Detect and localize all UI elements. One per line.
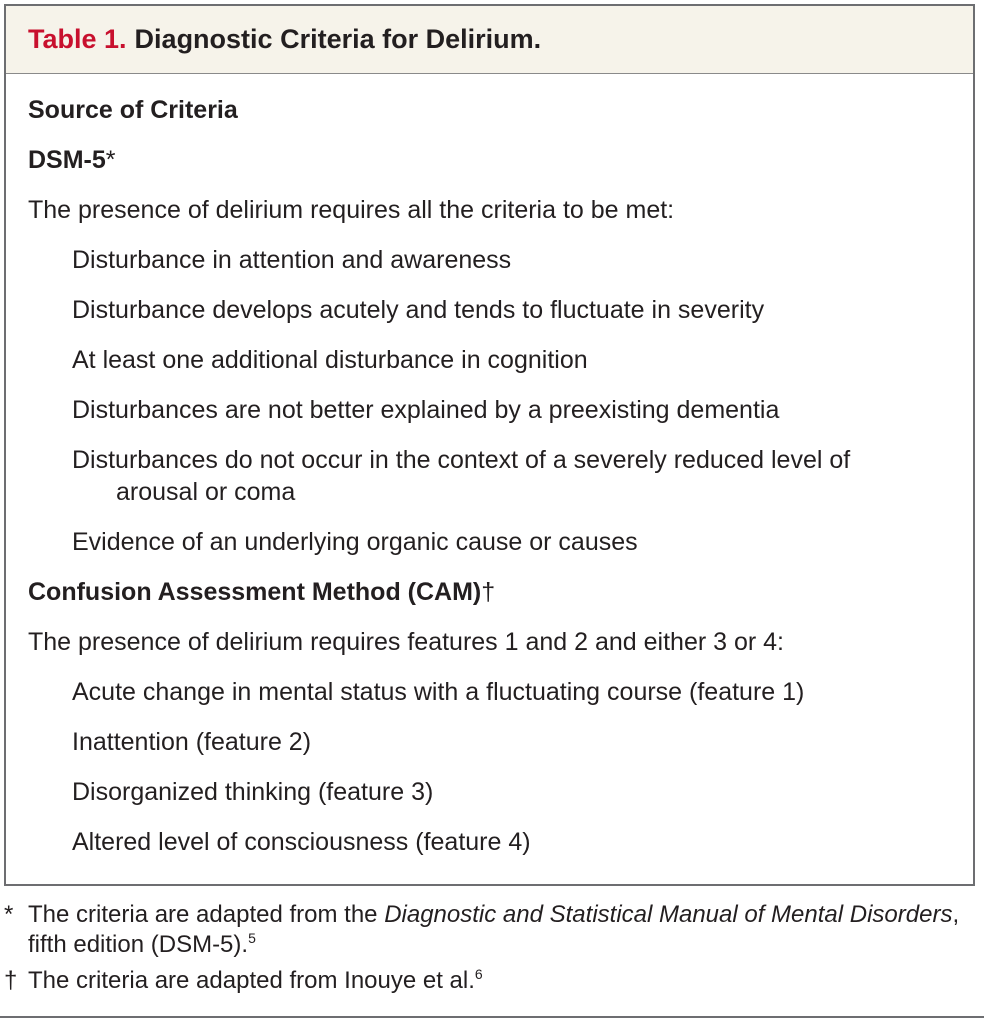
bottom-rule [0, 1016, 984, 1018]
footnote-mark: * [105, 146, 116, 174]
table-title: Diagnostic Criteria for Delirium. [134, 24, 542, 54]
section-heading-text: DSM-5 [28, 146, 106, 174]
footnote-dsm5 [4, 900, 979, 960]
criteria-item: Disturbance develops acutely and tends to fluctuate in severity [72, 296, 765, 324]
criteria-item: Altered level of consciousness (feature 4) [72, 828, 531, 856]
column-header: Source of Criteria [28, 96, 238, 124]
criteria-item: Disorganized thinking (feature 3) [72, 778, 434, 806]
footnote-text-after: , fifth edition (DSM-5). [28, 901, 960, 958]
criteria-item: At least one additional disturbance in cognition [72, 346, 588, 374]
criteria-item: Disturbances do not occur in the context of a severely reduced level of arousal or coma [72, 446, 851, 506]
criteria-item: Inattention (feature 2) [72, 728, 312, 756]
table-box [4, 4, 975, 886]
section-intro-dsm5: The presence of delirium requires all the criteria to be met: [28, 196, 675, 224]
footnote-mark: * [4, 901, 14, 928]
footnote-cam [4, 966, 979, 996]
table-body [6, 74, 973, 858]
section-heading-cam [6, 576, 973, 608]
criteria-item: Disturbances are not better explained by a preexisting dementia [72, 396, 780, 424]
criteria-item: Evidence of an underlying organic cause or causes [72, 528, 638, 556]
footnote-mark: † [4, 967, 18, 994]
footnote-mark: † [481, 578, 496, 606]
footnote-reference: 5 [248, 930, 256, 946]
footnote-text: The criteria are adapted from Inouye et al. [28, 967, 475, 994]
section-heading-text: Confusion Assessment Method (CAM) [28, 578, 482, 606]
criteria-item: Acute change in mental status with a fluctuating course (feature 1) [72, 678, 805, 706]
criteria-item: Disturbance in attention and awareness [72, 246, 512, 274]
footnote-reference: 6 [474, 966, 483, 982]
table-number: Table 1. [28, 24, 127, 54]
table-header [6, 6, 973, 74]
footnote-italic-title: Diagnostic and Statistical Manual of Mental Disorders [384, 901, 953, 928]
footnotes [4, 900, 979, 1002]
footnote-text: The criteria are adapted from the [28, 901, 385, 928]
section-heading-dsm5 [6, 144, 973, 176]
section-intro-cam: The presence of delirium requires features 1 and 2 and either 3 or 4: [28, 628, 784, 656]
